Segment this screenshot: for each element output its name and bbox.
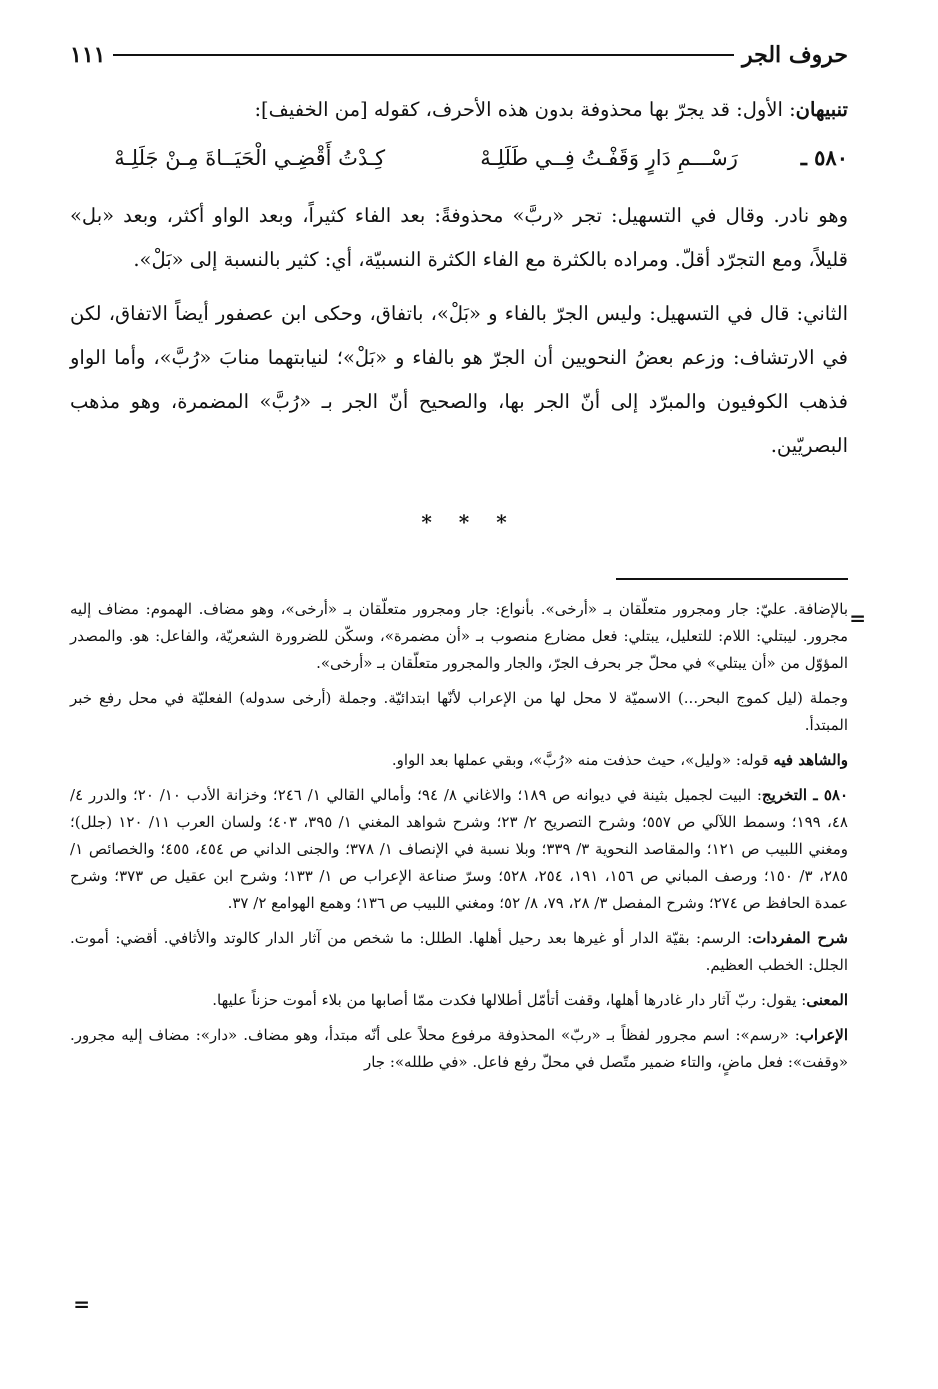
shahid-text: قوله: «وليل»، حيث حذفت منه «رُبَّ»، وبقي عملها بعد الواو.	[391, 751, 769, 769]
running-header	[70, 40, 848, 70]
page-number: ١١١	[70, 42, 106, 68]
footnote-mufradat	[70, 925, 848, 979]
footnote-jumla: وجملة (ليل كموج البحر...) الاسميّة لا محل لها من الإعراب لأنّها ابتدائيّة. وجملة (أرخى سدوله) الفعليّة في محل رفع خبر المبتدأ.	[70, 689, 848, 734]
tanbihan-text: : الأول: قد يجرّ بها محذوفة بدون هذه الأحرف، كقوله [من الخفيف]:	[254, 98, 796, 121]
paragraph-nadir: وهو نادر. وقال في التسهيل: تجر «ربَّ» محذوفةً: بعد الفاء كثيراً، وبعد الواو أكثر، وبعد «بل» قليلاً، ومع التجرّد أقلّ. ومراده بالكثرة مع الفاء الكثرة النسبيّة، أي: كثير بالنسبة إلى «بَلْ».	[70, 204, 848, 271]
maana-text: : يقول: ربّ آثار دار غادرها أهلها، وقفت أتأمّل أطلالها فكدت ممّا أصابها من بلاء أموت حزناً عليها.	[212, 991, 807, 1009]
irab-text: : «رسم»: اسم مجرور لفظاً بـ «ربّ» المحذوفة مرفوع محلاً على أنّه مبتدأ، وهو مضاف. «دار»: مضاف إليه مجرور. «وقفت»: فعل ماضٍ، والتاء ضمير متّصل في محلّ رفع فاعل. «في طلله»: جار	[70, 1026, 848, 1071]
footnote-maana	[70, 987, 848, 1014]
footnote-irab	[70, 1022, 848, 1076]
continuation-mark-bottom: =	[73, 1292, 90, 1316]
tanbihan-intro	[70, 88, 848, 132]
verse-580	[70, 132, 848, 184]
maana-label: المعنى	[806, 991, 848, 1009]
main-text	[70, 88, 848, 468]
footnote-irab-continued: بالإضافة. عليّ: جار ومجرور متعلّقان بـ «أرخى». بأنواع: جار ومجرور متعلّقان بـ «أرخى»، وهو مضاف. الهموم: مضاف إليه مجرور. ليبتلي: اللام: للتعليل، يبتلي: فعل مضارع منصوب بـ «أن مضمرة»، وسكّن للضرورة الشعريّة، والفاعل: هو. والمصدر المؤوّل من «أن يبتلي» في محلّ جر بحرف الجرّ، والجار والمجرور متعلّقان بـ «أرخى».	[70, 600, 848, 672]
section-separator: * * *	[421, 510, 517, 534]
footnote-rule	[616, 578, 848, 580]
verse-first-hemistich: رَسْـــمِ دَارٍ وَقَفْـتُ فِــي طَلَلِـهْ	[480, 146, 738, 170]
footnote-shahid	[70, 747, 848, 774]
mufradat-label: شرح المفردات	[752, 929, 848, 947]
tanbihan-label: تنبيهان	[795, 98, 848, 121]
irab-label: الإعراب	[799, 1026, 848, 1044]
takhrij-label: ٥٨٠ ـ التخريج	[761, 786, 849, 804]
paragraph-second: الثاني: قال في التسهيل: وليس الجرّ بالفاء و «بَلْ»، باتفاق، وحكى ابن عصفور أيضاً الاتفاق، لكن في الارتشاف: وزعم بعضُ النحويين أن الجرّ هو بالفاء و «بَلْ»؛ لنيابتهما منابَ «رُبَّ»، وأما الواو فذهب الكوفيون والمبرّد إلى أنّ الجر بها، والصحيح أنّ الجر بـ «رُبَّ» المضمرة، وهو مذهب البصريّين.	[70, 302, 848, 457]
shahid-label: والشاهد فيه	[773, 751, 848, 769]
verse-second-hemistich: كِـدْتُ أَقْضِـي الْحَيَــاةَ مِـنْ جَلَلِـهْ	[114, 146, 386, 170]
footnote-takhrij	[70, 782, 848, 917]
chapter-title: حروف الجر	[742, 42, 848, 68]
verse-number: ٥٨٠ ـ	[800, 145, 848, 170]
continuation-mark-top: =	[849, 606, 866, 630]
footnotes	[70, 596, 848, 1076]
takhrij-text: : البيت لجميل بثينة في ديوانه ص ١٨٩؛ والاغاني ٨/ ٩٤؛ وأمالي القالي ١/ ٢٤٦؛ وخزانة الأدب ١٠/ ٢٠؛ والدرر ٤/ ٤٨، ١٩٩؛ وسمط اللآلي ص ٥٥٧؛ وشرح التصريح ٢/ ٢٣؛ وشرح شواهد المغني ١/ ٣٩٥، ٤٠٣؛ ولسان العرب ١١/ ١٢٠ (جلل)؛ ومغني اللبيب ص ١٢١؛ والمقاصد النحوية ٣/ ٣٣٩؛ وبلا نسبة في الإنصاف ١/ ٣٧٨؛ والجنى الداني ص ٤٥٤، ٤٥٥؛ والخصائص ١/ ٢٨٥، ٣/ ١٥٠؛ ورصف المباني ص ١٥٦، ١٩١، ٢٥٤، ٥٢٨؛ وسرّ صناعة الإعراب ص ١/ ١٣٣؛ وشرح ابن عقيل ص ٣٧٣؛ وشرح عمدة الحافظ ص ٢٧٤؛ وشرح المفصل ٣/ ٢٨، ٧٩، ٨/ ٥٢؛ ومغني اللبيب ص ١٣٦؛ وهمع الهوامع ٢/ ٣٧.	[70, 786, 849, 912]
mufradat-text: : الرسم: بقيّة الدار أو غيرها بعد رحيل أهلها. الطلل: ما شخص من آثار الدار كالوتد والأثافي. أقضي: أموت. الجلل: الخطب العظيم.	[70, 929, 848, 974]
header-rule	[113, 54, 734, 56]
